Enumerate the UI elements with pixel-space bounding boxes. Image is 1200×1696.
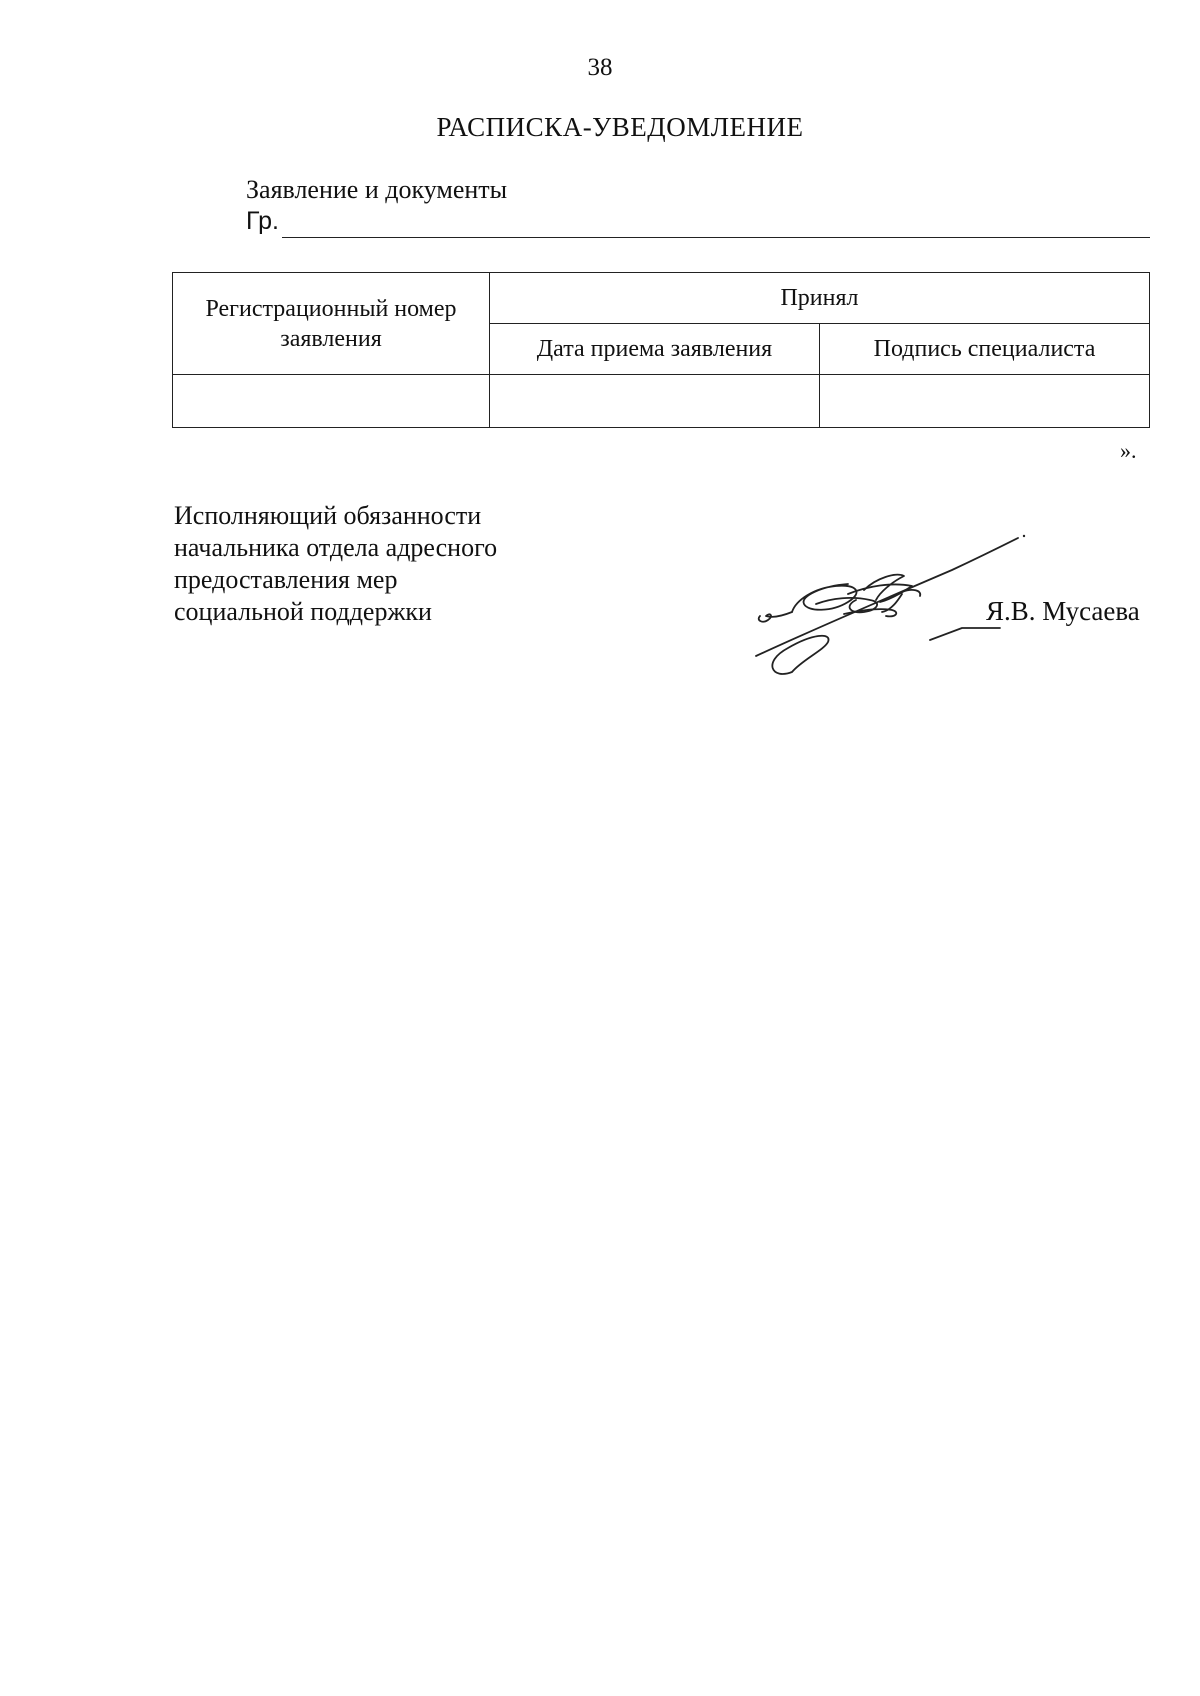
header-specialist-signature: Подпись специалиста bbox=[820, 324, 1150, 375]
table-row bbox=[173, 375, 1150, 428]
signer-position-line: социальной поддержки bbox=[174, 597, 432, 626]
intro-text: Заявление и документы bbox=[246, 175, 508, 204]
signer-name: Я.В. Мусаева bbox=[986, 596, 1140, 626]
citizen-blank-line bbox=[282, 237, 1150, 238]
table-header-row bbox=[173, 273, 1150, 324]
signer-position bbox=[174, 500, 497, 628]
cell-registration-number bbox=[173, 375, 490, 428]
signer-position-line: Исполняющий обязанности bbox=[174, 501, 482, 530]
cell-receipt-date bbox=[490, 375, 820, 428]
closing-quote: ». bbox=[1120, 438, 1137, 463]
document-title: РАСПИСКА-УВЕДОМЛЕНИЕ bbox=[436, 112, 804, 142]
page-number: 38 bbox=[587, 54, 613, 81]
citizen-field bbox=[246, 207, 1150, 241]
cell-specialist-signature bbox=[820, 375, 1150, 428]
signer-position-line: предоставления мер bbox=[174, 565, 398, 594]
header-receipt-date: Дата приема заявления bbox=[490, 324, 820, 375]
citizen-label: Гр. bbox=[246, 207, 279, 235]
receipt-table bbox=[172, 272, 1150, 428]
header-accepted: Принял bbox=[490, 273, 1150, 324]
header-registration-number: Регистрационный номер заявления bbox=[173, 273, 490, 375]
signer-position-line: начальника отдела адресного bbox=[174, 533, 498, 562]
